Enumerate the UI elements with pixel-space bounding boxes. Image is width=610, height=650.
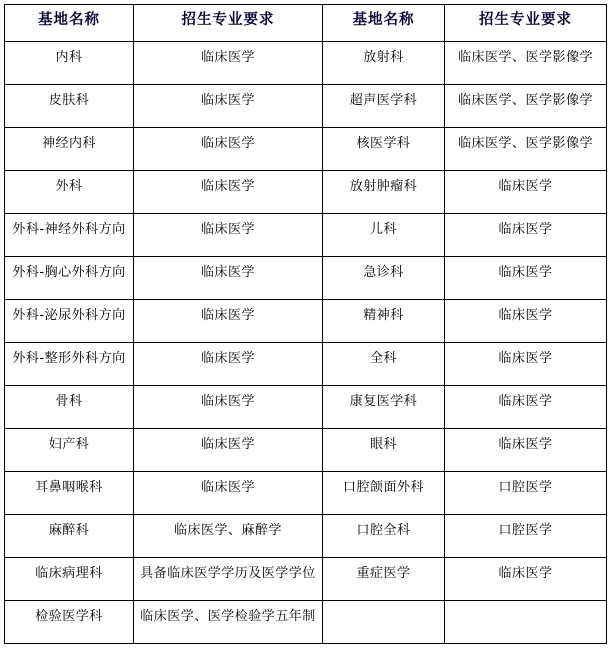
table-cell: 临床医学	[445, 429, 607, 472]
table-cell: 外科-整形外科方向	[5, 343, 134, 386]
table-cell: 临床医学	[134, 42, 323, 85]
table-cell: 临床医学	[134, 214, 323, 257]
table-cell: 妇产科	[5, 429, 134, 472]
table-row	[5, 214, 607, 257]
table-row	[5, 343, 607, 386]
table-cell: 临床医学	[134, 472, 323, 515]
table-cell: 口腔医学	[445, 472, 607, 515]
table-cell: 临床医学	[445, 171, 607, 214]
table-cell: 口腔医学	[445, 515, 607, 558]
table-cell: 急诊科	[323, 257, 445, 300]
table-cell: 麻醉科	[5, 515, 134, 558]
table-cell: 临床医学	[134, 429, 323, 472]
table-cell	[445, 601, 607, 644]
table-cell: 全科	[323, 343, 445, 386]
admissions-table	[4, 4, 607, 644]
table-cell: 外科-神经外科方向	[5, 214, 134, 257]
table-cell: 临床医学、医学影像学	[445, 85, 607, 128]
table-cell: 检验医学科	[5, 601, 134, 644]
table-row	[5, 429, 607, 472]
table-cell: 口腔颌面外科	[323, 472, 445, 515]
table-cell: 临床医学	[134, 386, 323, 429]
table-cell: 口腔全科	[323, 515, 445, 558]
table-cell: 核医学科	[323, 128, 445, 171]
table-row	[5, 558, 607, 601]
table-cell: 临床医学	[445, 558, 607, 601]
table-cell: 超声医学科	[323, 85, 445, 128]
table-cell: 神经内科	[5, 128, 134, 171]
header-row	[5, 5, 607, 42]
table-cell: 临床医学	[134, 343, 323, 386]
table-cell: 放射科	[323, 42, 445, 85]
table-row	[5, 128, 607, 171]
table-row	[5, 42, 607, 85]
table-cell: 临床病理科	[5, 558, 134, 601]
table-cell	[323, 601, 445, 644]
table-cell: 眼科	[323, 429, 445, 472]
table-cell: 耳鼻咽喉科	[5, 472, 134, 515]
table-cell: 外科-泌尿外科方向	[5, 300, 134, 343]
table-cell: 临床医学	[134, 257, 323, 300]
table-row	[5, 386, 607, 429]
column-header-major-requirements-right: 招生专业要求	[445, 5, 607, 42]
column-header-base-name-left: 基地名称	[5, 5, 134, 42]
table-cell: 临床医学	[134, 85, 323, 128]
table-cell: 具备临床医学学历及医学学位	[134, 558, 323, 601]
table-cell: 外科-胸心外科方向	[5, 257, 134, 300]
table-cell: 临床医学	[445, 343, 607, 386]
column-header-major-requirements-left: 招生专业要求	[134, 5, 323, 42]
table-row	[5, 171, 607, 214]
table-cell: 临床医学	[134, 300, 323, 343]
table-cell: 临床医学	[134, 171, 323, 214]
table-cell: 临床医学	[445, 257, 607, 300]
table-cell: 精神科	[323, 300, 445, 343]
table-cell: 临床医学、医学检验学五年制	[134, 601, 323, 644]
table-row	[5, 85, 607, 128]
table-row	[5, 601, 607, 644]
table-cell: 外科	[5, 171, 134, 214]
table-cell: 内科	[5, 42, 134, 85]
table-cell: 重症医学	[323, 558, 445, 601]
table-row	[5, 515, 607, 558]
table-header	[5, 5, 607, 42]
table-cell: 临床医学、医学影像学	[445, 42, 607, 85]
table-cell: 临床医学、麻醉学	[134, 515, 323, 558]
table-body	[5, 42, 607, 644]
table-cell: 临床医学	[134, 128, 323, 171]
column-header-base-name-right: 基地名称	[323, 5, 445, 42]
table-row	[5, 472, 607, 515]
table-cell: 临床医学、医学影像学	[445, 128, 607, 171]
table-cell: 临床医学	[445, 214, 607, 257]
table-cell: 临床医学	[445, 386, 607, 429]
table-row	[5, 300, 607, 343]
table-cell: 放射肿瘤科	[323, 171, 445, 214]
table-cell: 临床医学	[445, 300, 607, 343]
table-cell: 康复医学科	[323, 386, 445, 429]
table-cell: 骨科	[5, 386, 134, 429]
table-cell: 儿科	[323, 214, 445, 257]
table-cell: 皮肤科	[5, 85, 134, 128]
table-row	[5, 257, 607, 300]
